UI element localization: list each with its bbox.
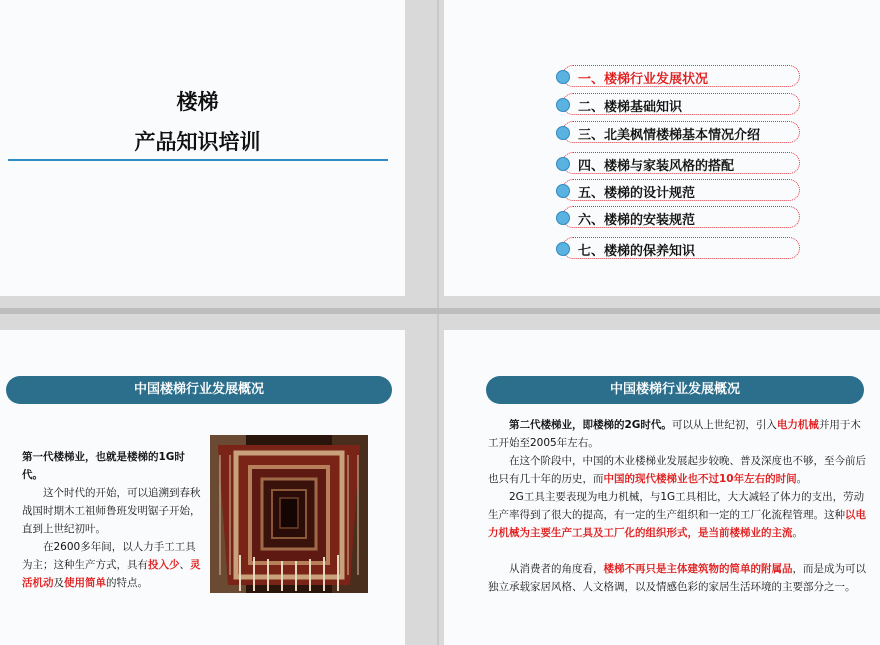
bullet-dot-icon	[556, 242, 570, 256]
bullet-dot-icon	[556, 211, 570, 225]
paragraph: 第二代楼梯业，即楼梯的2G时代。可以从上世纪初，引入电力机械并用于木工开始至2005年左右。	[488, 419, 861, 449]
title-main: 楼梯	[176, 90, 219, 114]
bullet-dot-icon	[556, 126, 570, 140]
slide-title[interactable]	[0, 0, 405, 296]
spacer	[488, 542, 866, 560]
title-sub: 产品知识培训	[134, 130, 261, 154]
paragraph-heading: 第一代楼梯业，也就是楼梯的1G时代。	[22, 451, 185, 481]
section-header: 中国楼梯行业发展概况	[486, 376, 864, 404]
paragraph: 从消费者的角度看，楼梯不再只是主体建筑物的简单的附属品，而是成为可以独立承载家居风格、人文格调，以及情感色彩的家居生活环境的主要部分之一。	[488, 563, 866, 593]
toc-label: 六、楼梯的安装规范	[578, 213, 696, 228]
paragraph: 2G工具主要表现为电力机械，与1G工具相比，大大减轻了体力的支出，劳动生产率得到了很大的提高，有一定的生产组织和一定的工厂化流程管理。这种以电力机械为主要生产工具及工厂化的组织形式，是当前楼梯业的主流。	[488, 491, 866, 539]
slide-history-2g[interactable]	[444, 330, 880, 645]
toc-label: 三、北美枫情楼梯基本情况介绍	[578, 128, 761, 143]
toc-item-3[interactable]	[562, 121, 800, 143]
slide-history-1g[interactable]	[0, 330, 405, 645]
bullet-dot-icon	[556, 70, 570, 84]
horizontal-divider	[0, 308, 880, 314]
slide-toc[interactable]	[444, 0, 880, 296]
body-text	[488, 416, 866, 596]
toc-label: 一、楼梯行业发展状况	[578, 72, 709, 87]
toc-item-1[interactable]	[562, 65, 800, 87]
paragraph: 在2600多年间，以人力手工工具为主；这种生产方式，具有投入少、灵活机动及使用简单的特点。	[22, 541, 201, 589]
bullet-dot-icon	[556, 157, 570, 171]
toc-item-6[interactable]	[562, 206, 800, 228]
body-text	[22, 448, 202, 592]
toc-label: 七、楼梯的保养知识	[578, 244, 696, 259]
toc-item-7[interactable]	[562, 237, 800, 259]
bullet-dot-icon	[556, 184, 570, 198]
toc-item-4[interactable]	[562, 152, 800, 174]
spiral-staircase-photo	[210, 435, 368, 593]
toc-label: 五、楼梯的设计规范	[578, 186, 696, 201]
section-header: 中国楼梯行业发展概况	[6, 376, 392, 404]
toc-label: 四、楼梯与家装风格的搭配	[578, 159, 735, 174]
toc-item-5[interactable]	[562, 179, 800, 201]
bullet-dot-icon	[556, 98, 570, 112]
vertical-divider	[437, 0, 439, 645]
toc-item-2[interactable]	[562, 93, 800, 115]
paragraph: 在这个阶段中，中国的木业楼梯业发展起步较晚、普及深度也不够，至今前后也只有几十年的历史，而中国的现代楼梯业也不过10年左右的时间。	[488, 455, 866, 485]
paragraph: 这个时代的开始，可以追溯到春秋战国时期木工祖师鲁班发明锯子开始，直到上世纪初叶。	[22, 487, 201, 535]
toc-label: 二、楼梯基础知识	[578, 100, 683, 115]
title-underline	[8, 159, 388, 161]
